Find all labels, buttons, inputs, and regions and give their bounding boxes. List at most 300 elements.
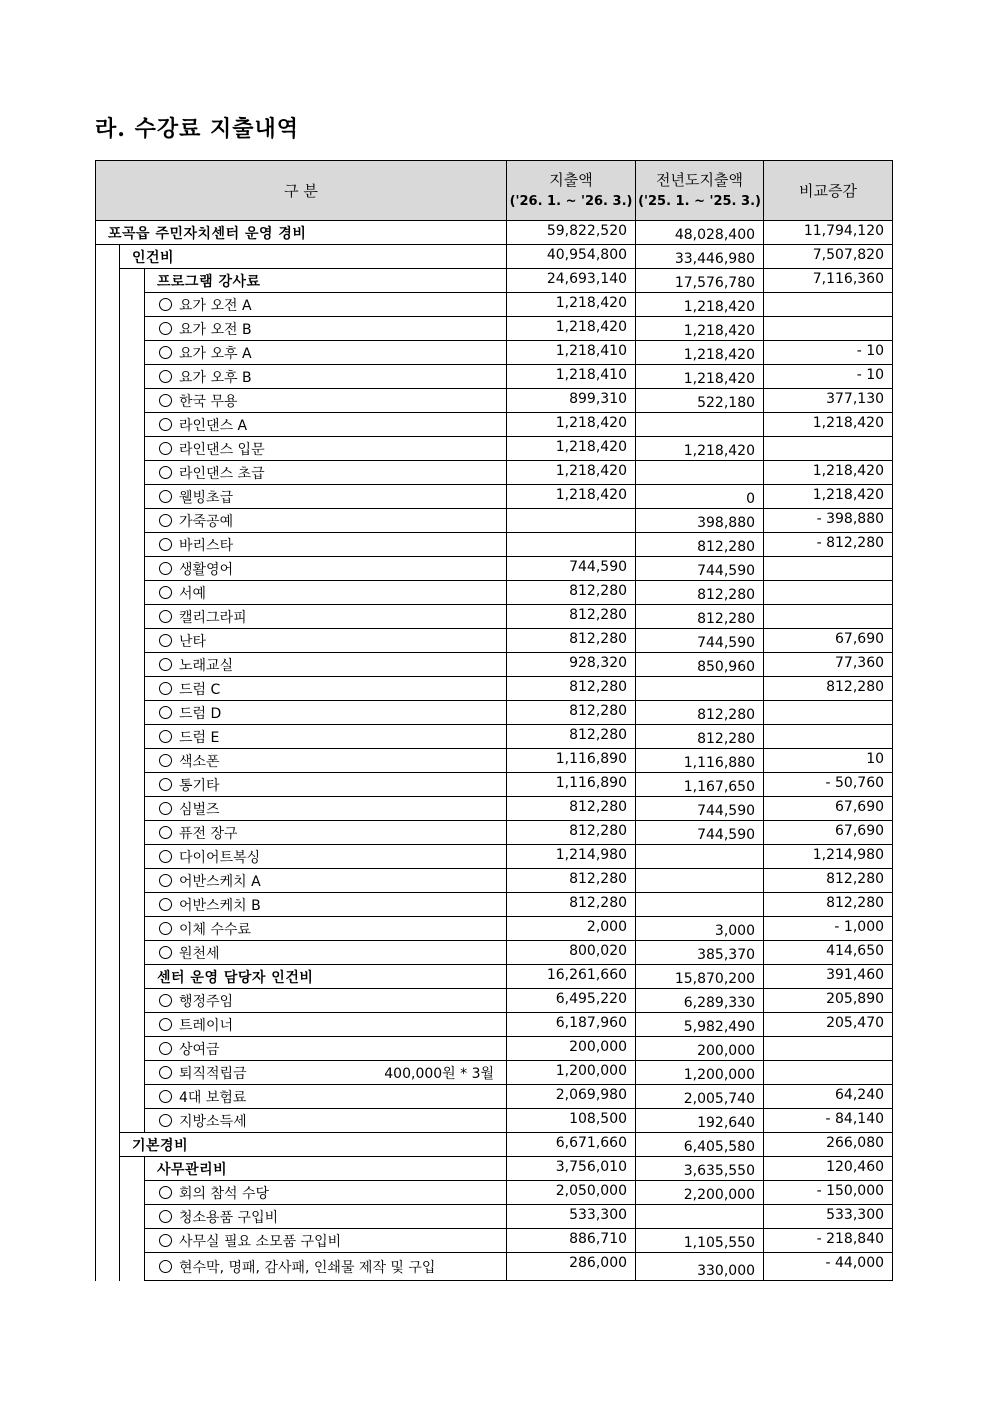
indent-cell <box>96 797 120 821</box>
diff-amount <box>764 293 893 317</box>
diff-amount: 77,360 <box>764 653 893 677</box>
circle-bullet-icon <box>159 466 172 479</box>
row-label-text: 트레이너 <box>179 1017 234 1034</box>
table-row <box>96 557 893 581</box>
circle-bullet-icon <box>159 1234 172 1247</box>
row-label-text: 이체 수수료 <box>179 921 252 938</box>
row-label-text: 4대 보험료 <box>179 1089 247 1106</box>
indent-cell <box>96 869 120 893</box>
table-row <box>96 773 893 797</box>
indent-cell <box>96 245 120 269</box>
current-amount <box>507 509 636 533</box>
row-label <box>145 461 507 485</box>
table-row <box>96 605 893 629</box>
previous-amount: 812,280 <box>636 725 764 749</box>
current-amount: 1,116,890 <box>507 773 636 797</box>
row-label <box>145 317 507 341</box>
indent-cell <box>120 485 145 509</box>
row-label-text: 색소폰 <box>179 753 220 770</box>
current-amount: 812,280 <box>507 725 636 749</box>
indent-cell <box>96 1181 120 1205</box>
table-row <box>96 941 893 965</box>
circle-bullet-icon <box>159 754 172 767</box>
row-label <box>145 773 507 797</box>
indent-cell <box>120 413 145 437</box>
circle-bullet-icon <box>159 826 172 839</box>
indent-cell <box>120 365 145 389</box>
row-label-text: 다이어트복싱 <box>179 849 261 866</box>
indent-cell <box>96 269 120 293</box>
table-row <box>96 1181 893 1205</box>
previous-amount: 1,200,000 <box>636 1061 764 1085</box>
indent-cell <box>120 845 145 869</box>
previous-amount <box>636 845 764 869</box>
table-row <box>96 917 893 941</box>
previous-amount <box>636 893 764 917</box>
row-label <box>145 1085 507 1109</box>
diff-amount: - 44,000 <box>764 1253 893 1281</box>
indent-cell <box>120 965 145 989</box>
previous-amount: 3,000 <box>636 917 764 941</box>
previous-amount: 812,280 <box>636 533 764 557</box>
indent-cell <box>96 941 120 965</box>
current-amount: 800,020 <box>507 941 636 965</box>
row-label <box>145 845 507 869</box>
diff-amount: 377,130 <box>764 389 893 413</box>
indent-cell <box>120 701 145 725</box>
current-amount: 812,280 <box>507 893 636 917</box>
row-label-text: 청소용품 구입비 <box>179 1209 279 1226</box>
table-row <box>96 749 893 773</box>
current-amount: 812,280 <box>507 821 636 845</box>
current-amount: 928,320 <box>507 653 636 677</box>
diff-amount: 10 <box>764 749 893 773</box>
current-amount: 744,590 <box>507 557 636 581</box>
circle-bullet-icon <box>159 514 172 527</box>
circle-bullet-icon <box>159 394 172 407</box>
indent-cell <box>120 557 145 581</box>
indent-cell <box>96 1133 120 1157</box>
expense-table <box>95 160 893 1281</box>
indent-cell <box>96 821 120 845</box>
row-label-text: 인건비 <box>132 249 175 266</box>
row-label-text: 요가 오전 A <box>179 297 252 314</box>
diff-amount: 812,280 <box>764 893 893 917</box>
row-label <box>145 509 507 533</box>
row-label-text: 라인댄스 입문 <box>179 441 265 458</box>
indent-cell <box>120 893 145 917</box>
circle-bullet-icon <box>159 1186 172 1199</box>
indent-cell <box>96 701 120 725</box>
diff-amount: 64,240 <box>764 1085 893 1109</box>
indent-cell <box>120 1229 145 1253</box>
previous-amount: 812,280 <box>636 581 764 605</box>
row-label <box>145 1253 507 1281</box>
circle-bullet-icon <box>159 1260 172 1273</box>
indent-cell <box>120 677 145 701</box>
row-label-text: 프로그램 강사료 <box>157 273 261 290</box>
table-row <box>96 701 893 725</box>
row-label <box>145 701 507 725</box>
diff-amount: 11,794,120 <box>764 221 893 245</box>
indent-cell <box>96 1229 120 1253</box>
previous-amount: 200,000 <box>636 1037 764 1061</box>
indent-cell <box>96 1085 120 1109</box>
indent-cell <box>96 341 120 365</box>
table-row <box>96 1013 893 1037</box>
previous-amount: 1,218,420 <box>636 317 764 341</box>
indent-cell <box>96 749 120 773</box>
previous-amount: 2,200,000 <box>636 1181 764 1205</box>
row-label <box>145 653 507 677</box>
row-label-text: 원천세 <box>179 945 220 962</box>
circle-bullet-icon <box>159 658 172 671</box>
circle-bullet-icon <box>159 346 172 359</box>
table-header-row <box>96 161 893 221</box>
table-row <box>96 1037 893 1061</box>
current-amount: 812,280 <box>507 605 636 629</box>
table-row <box>96 1205 893 1229</box>
current-amount: 286,000 <box>507 1253 636 1281</box>
indent-cell <box>96 845 120 869</box>
row-label <box>145 293 507 317</box>
row-label <box>145 965 507 989</box>
row-label <box>145 1229 507 1253</box>
indent-cell <box>96 677 120 701</box>
circle-bullet-icon <box>159 418 172 431</box>
indent-cell <box>96 413 120 437</box>
row-label-text: 라인댄스 A <box>179 417 248 434</box>
current-amount: 812,280 <box>507 701 636 725</box>
current-amount: 812,280 <box>507 677 636 701</box>
row-label <box>145 557 507 581</box>
diff-amount: 1,218,420 <box>764 461 893 485</box>
indent-cell <box>96 533 120 557</box>
table-row <box>96 293 893 317</box>
indent-cell <box>120 1181 145 1205</box>
current-amount: 1,200,000 <box>507 1061 636 1085</box>
current-amount: 899,310 <box>507 389 636 413</box>
current-amount: 812,280 <box>507 869 636 893</box>
circle-bullet-icon <box>159 922 172 935</box>
row-label <box>145 1157 507 1181</box>
table-row <box>96 485 893 509</box>
row-label <box>145 389 507 413</box>
table-row <box>96 821 893 845</box>
row-label <box>120 245 507 269</box>
indent-cell <box>120 533 145 557</box>
diff-amount: - 1,000 <box>764 917 893 941</box>
current-amount: 16,261,660 <box>507 965 636 989</box>
previous-amount: 744,590 <box>636 821 764 845</box>
row-label <box>145 365 507 389</box>
table-row <box>96 989 893 1013</box>
diff-amount <box>764 605 893 629</box>
indent-cell <box>96 581 120 605</box>
header-diff: 비교증감 <box>764 161 893 221</box>
diff-amount: - 398,880 <box>764 509 893 533</box>
circle-bullet-icon <box>159 1090 172 1103</box>
circle-bullet-icon <box>159 1042 172 1055</box>
row-label-text: 바리스타 <box>179 537 234 554</box>
row-label-text: 퓨전 장구 <box>179 825 238 842</box>
circle-bullet-icon <box>159 994 172 1007</box>
previous-amount: 1,167,650 <box>636 773 764 797</box>
table-row <box>96 341 893 365</box>
table-row <box>96 221 893 245</box>
current-amount: 3,756,010 <box>507 1157 636 1181</box>
previous-amount: 522,180 <box>636 389 764 413</box>
previous-amount: 1,218,420 <box>636 293 764 317</box>
indent-cell <box>96 725 120 749</box>
table-row <box>96 893 893 917</box>
row-label <box>145 269 507 293</box>
table-row <box>96 365 893 389</box>
table-row <box>96 1229 893 1253</box>
indent-cell <box>120 1085 145 1109</box>
indent-cell <box>96 437 120 461</box>
circle-bullet-icon <box>159 778 172 791</box>
indent-cell <box>96 509 120 533</box>
diff-amount: 67,690 <box>764 629 893 653</box>
current-amount: 1,218,410 <box>507 365 636 389</box>
row-label <box>145 341 507 365</box>
table-row <box>96 1061 893 1085</box>
indent-cell <box>96 893 120 917</box>
circle-bullet-icon <box>159 946 172 959</box>
row-label-text: 어반스케치 B <box>179 897 261 914</box>
previous-amount: 850,960 <box>636 653 764 677</box>
table-body <box>96 221 893 1281</box>
diff-amount: 205,890 <box>764 989 893 1013</box>
previous-amount: 0 <box>636 485 764 509</box>
row-label-text: 드럼 C <box>179 681 221 698</box>
circle-bullet-icon <box>159 850 172 863</box>
row-label-text: 지방소득세 <box>179 1113 247 1130</box>
current-amount: 6,187,960 <box>507 1013 636 1037</box>
row-label <box>145 1013 507 1037</box>
indent-cell <box>120 437 145 461</box>
diff-amount <box>764 581 893 605</box>
indent-cell <box>120 581 145 605</box>
row-note: 400,000원 * 3월 <box>384 1065 495 1082</box>
indent-cell <box>96 629 120 653</box>
table-row <box>96 725 893 749</box>
row-label-text: 어반스케치 A <box>179 873 261 890</box>
row-label-text: 행정주임 <box>179 993 234 1010</box>
previous-amount: 744,590 <box>636 629 764 653</box>
diff-amount: - 150,000 <box>764 1181 893 1205</box>
indent-cell <box>96 1013 120 1037</box>
current-amount <box>507 533 636 557</box>
diff-amount: 1,218,420 <box>764 485 893 509</box>
indent-cell <box>96 1157 120 1181</box>
indent-cell <box>96 989 120 1013</box>
table-row <box>96 581 893 605</box>
indent-cell <box>120 1205 145 1229</box>
row-label-text: 드럼 E <box>179 729 220 746</box>
indent-cell <box>120 341 145 365</box>
row-label-text: 생활영어 <box>179 561 234 578</box>
diff-amount <box>764 437 893 461</box>
current-amount: 24,693,140 <box>507 269 636 293</box>
previous-amount <box>636 677 764 701</box>
previous-amount: 1,218,420 <box>636 341 764 365</box>
current-amount: 1,218,420 <box>507 413 636 437</box>
circle-bullet-icon <box>159 1114 172 1127</box>
circle-bullet-icon <box>159 802 172 815</box>
indent-cell <box>120 389 145 413</box>
header-previous <box>636 161 764 221</box>
row-label-text: 드럼 D <box>179 705 222 722</box>
table-row <box>96 965 893 989</box>
previous-amount: 1,105,550 <box>636 1229 764 1253</box>
diff-amount <box>764 1061 893 1085</box>
row-label-text: 웰빙초급 <box>179 489 234 506</box>
indent-cell <box>120 269 145 293</box>
previous-amount: 3,635,550 <box>636 1157 764 1181</box>
current-amount: 533,300 <box>507 1205 636 1229</box>
indent-cell <box>120 1013 145 1037</box>
previous-amount: 812,280 <box>636 701 764 725</box>
table-row <box>96 437 893 461</box>
diff-amount: 812,280 <box>764 677 893 701</box>
previous-amount: 744,590 <box>636 797 764 821</box>
table-row <box>96 1085 893 1109</box>
row-label-text: 서예 <box>179 585 207 602</box>
row-label <box>145 605 507 629</box>
indent-cell <box>96 365 120 389</box>
indent-cell <box>120 1037 145 1061</box>
circle-bullet-icon <box>159 730 172 743</box>
row-label-text: 센터 운영 담당자 인건비 <box>157 969 314 986</box>
row-label <box>145 1037 507 1061</box>
diff-amount: - 10 <box>764 365 893 389</box>
diff-amount: 7,116,360 <box>764 269 893 293</box>
current-amount: 886,710 <box>507 1229 636 1253</box>
circle-bullet-icon <box>159 706 172 719</box>
previous-amount: 812,280 <box>636 605 764 629</box>
current-amount: 6,495,220 <box>507 989 636 1013</box>
indent-cell <box>120 605 145 629</box>
row-label <box>145 1205 507 1229</box>
table-row <box>96 317 893 341</box>
indent-cell <box>96 389 120 413</box>
previous-amount: 33,446,980 <box>636 245 764 269</box>
previous-amount: 385,370 <box>636 941 764 965</box>
diff-amount: 812,280 <box>764 869 893 893</box>
current-amount: 1,218,420 <box>507 293 636 317</box>
row-label <box>145 869 507 893</box>
circle-bullet-icon <box>159 682 172 695</box>
indent-cell <box>120 629 145 653</box>
indent-cell <box>120 1157 145 1181</box>
indent-cell <box>120 1061 145 1085</box>
previous-amount <box>636 413 764 437</box>
table-row <box>96 245 893 269</box>
row-label <box>145 1181 507 1205</box>
circle-bullet-icon <box>159 1210 172 1223</box>
row-label <box>145 677 507 701</box>
circle-bullet-icon <box>159 538 172 551</box>
previous-amount <box>636 461 764 485</box>
row-label <box>145 893 507 917</box>
indent-cell <box>120 509 145 533</box>
indent-cell <box>120 821 145 845</box>
current-amount: 1,218,420 <box>507 317 636 341</box>
row-label <box>145 797 507 821</box>
previous-amount: 6,405,580 <box>636 1133 764 1157</box>
previous-amount: 330,000 <box>636 1253 764 1281</box>
row-label-text: 난타 <box>179 633 207 650</box>
row-label <box>145 941 507 965</box>
table-row <box>96 1133 893 1157</box>
previous-amount <box>636 1205 764 1229</box>
row-label <box>145 533 507 557</box>
indent-cell <box>96 317 120 341</box>
table-row <box>96 461 893 485</box>
row-label-text: 라인댄스 초급 <box>179 465 265 482</box>
diff-amount <box>764 725 893 749</box>
diff-amount: 414,650 <box>764 941 893 965</box>
current-amount: 6,671,660 <box>507 1133 636 1157</box>
circle-bullet-icon <box>159 634 172 647</box>
indent-cell <box>120 293 145 317</box>
diff-amount <box>764 701 893 725</box>
table-row <box>96 677 893 701</box>
table-row <box>96 533 893 557</box>
row-label-text: 상여금 <box>179 1041 220 1058</box>
circle-bullet-icon <box>159 322 172 335</box>
circle-bullet-icon <box>159 898 172 911</box>
indent-cell <box>96 773 120 797</box>
previous-amount: 2,005,740 <box>636 1085 764 1109</box>
indent-cell <box>120 941 145 965</box>
table-row <box>96 1157 893 1181</box>
diff-amount: - 812,280 <box>764 533 893 557</box>
row-label <box>145 917 507 941</box>
indent-cell <box>96 605 120 629</box>
current-amount: 812,280 <box>507 581 636 605</box>
indent-cell <box>120 1109 145 1133</box>
row-label-text: 요가 오전 B <box>179 321 252 338</box>
diff-amount <box>764 557 893 581</box>
indent-cell <box>120 653 145 677</box>
circle-bullet-icon <box>159 370 172 383</box>
row-label <box>145 413 507 437</box>
row-label-text: 가죽공예 <box>179 513 234 530</box>
current-amount: 59,822,520 <box>507 221 636 245</box>
current-amount: 1,218,420 <box>507 485 636 509</box>
previous-amount <box>636 869 764 893</box>
row-label-text: 퇴직적립금 <box>179 1065 247 1082</box>
indent-cell <box>96 485 120 509</box>
row-label-text: 캘리그라피 <box>179 609 247 626</box>
indent-cell <box>96 1037 120 1061</box>
header-current-period: ('26. 1. ~ '26. 3.) <box>509 193 633 209</box>
header-current <box>507 161 636 221</box>
row-label <box>145 821 507 845</box>
circle-bullet-icon <box>159 874 172 887</box>
row-label <box>145 1061 507 1085</box>
current-amount: 1,218,410 <box>507 341 636 365</box>
indent-cell <box>96 1109 120 1133</box>
row-label <box>145 437 507 461</box>
indent-cell <box>96 557 120 581</box>
previous-amount: 1,116,880 <box>636 749 764 773</box>
table-row <box>96 869 893 893</box>
current-amount: 200,000 <box>507 1037 636 1061</box>
